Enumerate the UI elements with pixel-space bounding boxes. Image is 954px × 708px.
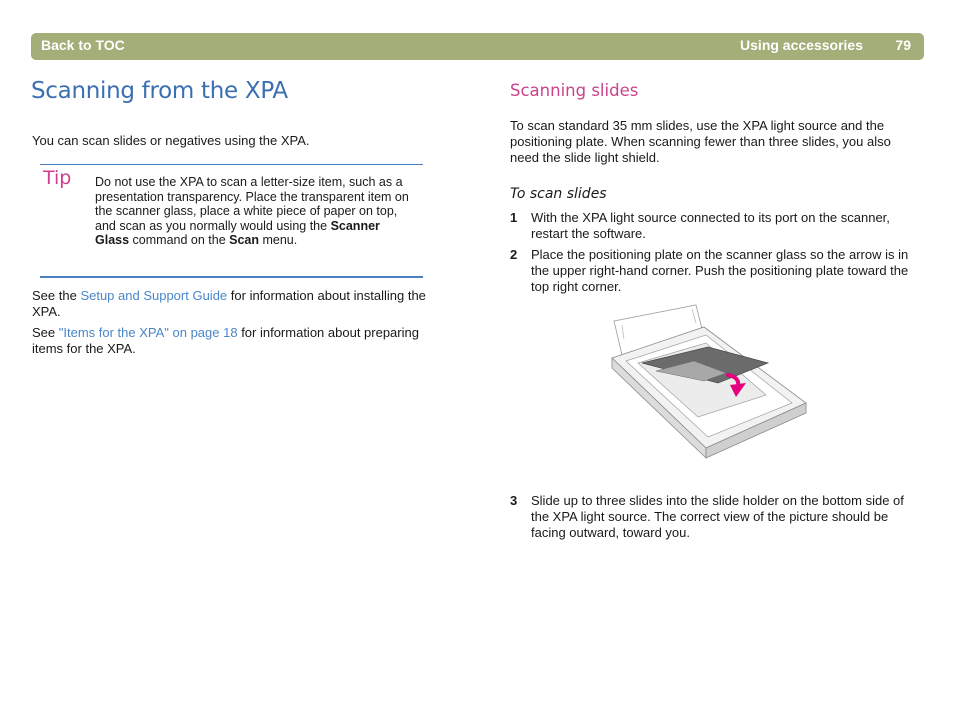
section-heading: Scanning slides (510, 81, 639, 100)
see-setup-suffix: for information about installing the XPA. (32, 288, 426, 319)
scanner-glass-command: Scanner Glass (95, 218, 380, 247)
back-to-toc-link[interactable]: Back to TOC (41, 37, 125, 53)
scan-menu: Scan (229, 233, 260, 247)
page-number: 79 (895, 37, 911, 53)
see-items-suffix: for information about preparing items for the XPA. (32, 325, 419, 356)
header-bar (31, 33, 924, 60)
step-number: 3 (510, 493, 518, 508)
step-text: Place the positioning plate on the scanner glass so the arrow is in the upper right-hand corner. Push the positioning plate toward the top right corner. (531, 247, 909, 294)
see-items-prefix: See (32, 325, 59, 340)
page-title: Scanning from the XPA (31, 78, 288, 104)
intro-paragraph: You can scan slides or negatives using the XPA. (32, 133, 310, 148)
section-title: Using accessories (740, 37, 863, 53)
tip-label: Tip (43, 167, 72, 189)
items-for-xpa-link[interactable]: "Items for the XPA" on page 18 (58, 325, 238, 340)
step-number: 1 (510, 210, 518, 225)
see-items-paragraph (32, 325, 442, 357)
see-setup-paragraph (32, 288, 442, 320)
scanner-illustration (608, 303, 810, 463)
tip-text-part-3: menu. (259, 233, 298, 247)
step-1 (510, 210, 920, 242)
setup-guide-link[interactable]: Setup and Support Guide (80, 288, 228, 303)
tip-text (95, 175, 410, 248)
tip-box (40, 164, 423, 278)
slides-intro-paragraph: To scan standard 35 mm slides, use the XPA light source and the positioning plate. When scanning fewer than three slides, you also need the slide light shield. (510, 118, 891, 165)
tip-text-part-2: command on the (129, 233, 230, 247)
step-2 (510, 247, 920, 295)
step-3 (510, 493, 920, 541)
step-text: Slide up to three slides into the slide holder on the bottom side of the XPA light source. The correct view of the picture should be facing outward, toward you. (531, 493, 904, 540)
step-number: 2 (510, 247, 518, 262)
step-text: With the XPA light source connected to its port on the scanner, restart the software. (531, 210, 890, 241)
see-setup-prefix: See the (32, 288, 81, 303)
procedure-heading: To scan slides (510, 186, 607, 202)
tip-text-part-1: Do not use the XPA to scan a letter-size item, such as a presentation transparency. Place the transparent item on the scanner glass, place a white piece of paper on top, and scan as you normally would using the (95, 175, 409, 233)
